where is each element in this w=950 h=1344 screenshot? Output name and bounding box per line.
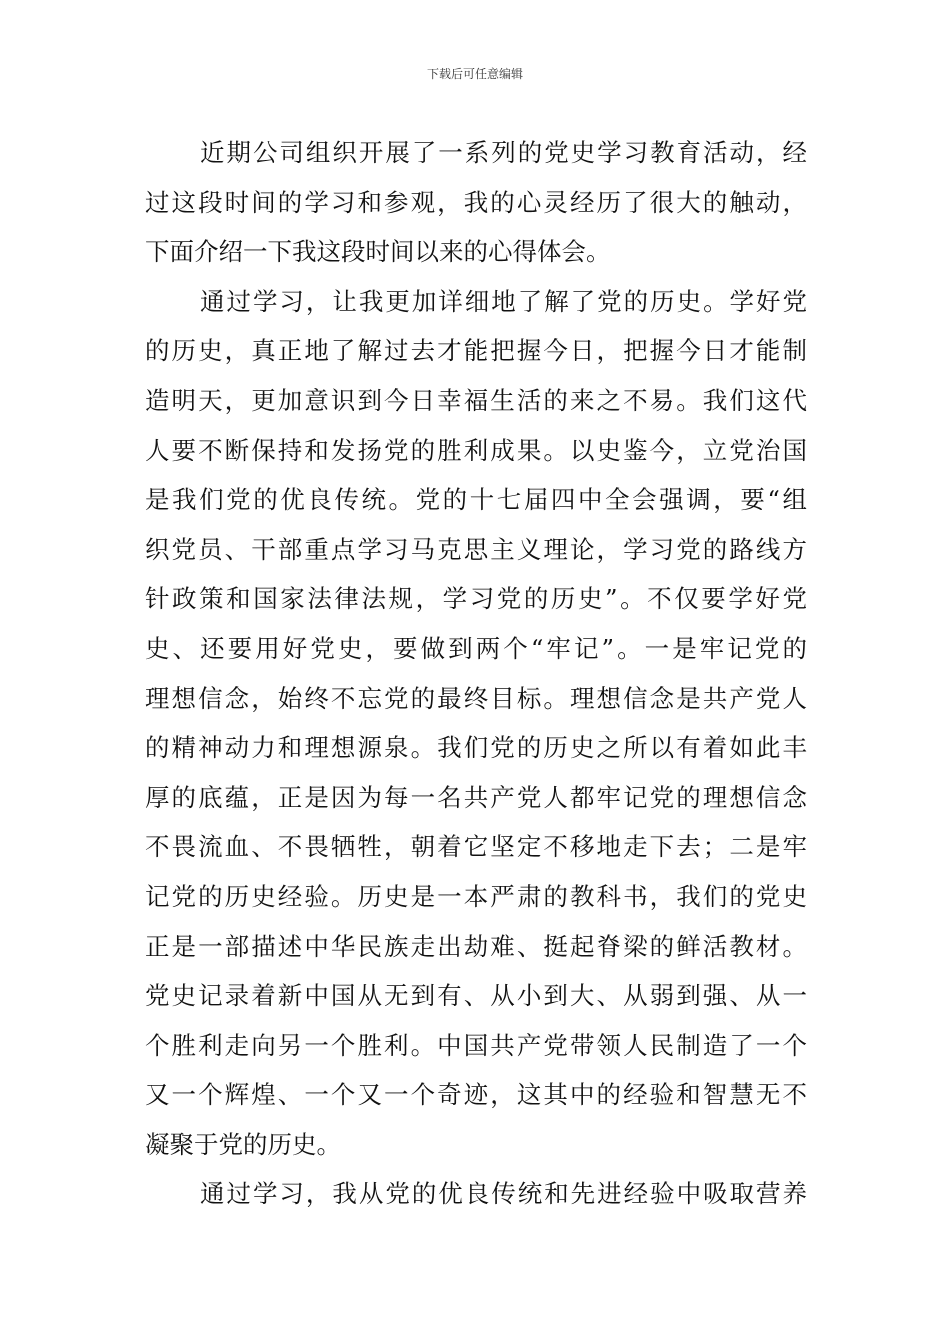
- paragraph-2-line-17: 又一个辉煌、一个又一个奇迹，这其中的经验和智慧无不: [145, 1080, 807, 1110]
- paragraph-3-line-1: 通过学习，我从党的优良传统和先进经验中吸取营养: [200, 1179, 807, 1209]
- paragraph-2-line-12: 不畏流血、不畏牺牲，朝着它坚定不移地走下去；二是牢: [145, 832, 807, 862]
- paragraph-2-line-14: 正是一部描述中华民族走出劫难、挺起脊梁的鲜活教材。: [145, 931, 807, 961]
- paragraph-2-line-11: 厚的底蕴，正是因为每一名共产党人都牢记党的理想信念: [145, 782, 807, 812]
- paragraph-2-line-3: 造明天，更加意识到今日幸福生活的来之不易。我们这代: [145, 385, 807, 415]
- document-body: [145, 128, 807, 1219]
- paragraph-2-line-8: 史、还要用好党史，要做到两个“牢记”。一是牢记党的: [145, 633, 807, 663]
- paragraph-2-line-15: 党史记录着新中国从无到有、从小到大、从弱到强、从一: [145, 981, 807, 1011]
- paragraph-2-line-13: 记党的历史经验。历史是一本严肃的教科书，我们的党史: [145, 881, 807, 911]
- paragraph-2-line-9: 理想信念，始终不忘党的最终目标。理想信念是共产党人: [145, 683, 807, 713]
- paragraph-2-line-6: 织党员、干部重点学习马克思主义理论，学习党的路线方: [145, 534, 807, 564]
- paragraph-2-line-1: 通过学习，让我更加详细地了解了党的历史。学好党: [200, 286, 807, 316]
- paragraph-1-line-3: 下面介绍一下我这段时间以来的心得体会。: [145, 237, 611, 267]
- paragraph-2-line-7: 针政策和国家法律法规，学习党的历史”。不仅要学好党: [145, 584, 807, 614]
- paragraph-1-line-2: 过这段时间的学习和参观，我的心灵经历了很大的触动，: [145, 187, 807, 217]
- paragraph-2-line-4: 人要不断保持和发扬党的胜利成果。以史鉴今，立党治国: [145, 435, 807, 465]
- page-header-note: 下载后可任意编辑: [426, 67, 523, 81]
- paragraph-2-line-2: 的历史，真正地了解过去才能把握今日，把握今日才能制: [145, 336, 807, 366]
- paragraph-2-line-16: 个胜利走向另一个胜利。中国共产党带领人民制造了一个: [145, 1030, 807, 1060]
- paragraph-2-line-5: 是我们党的优良传统。党的十七届四中全会强调，要“组: [145, 485, 807, 515]
- paragraph-2-line-18: 凝聚于党的历史。: [145, 1129, 341, 1159]
- paragraph-1-line-1: 近期公司组织开展了一系列的党史学习教育活动，经: [200, 138, 807, 167]
- paragraph-2-line-10: 的精神动力和理想源泉。我们党的历史之所以有着如此丰: [145, 733, 807, 763]
